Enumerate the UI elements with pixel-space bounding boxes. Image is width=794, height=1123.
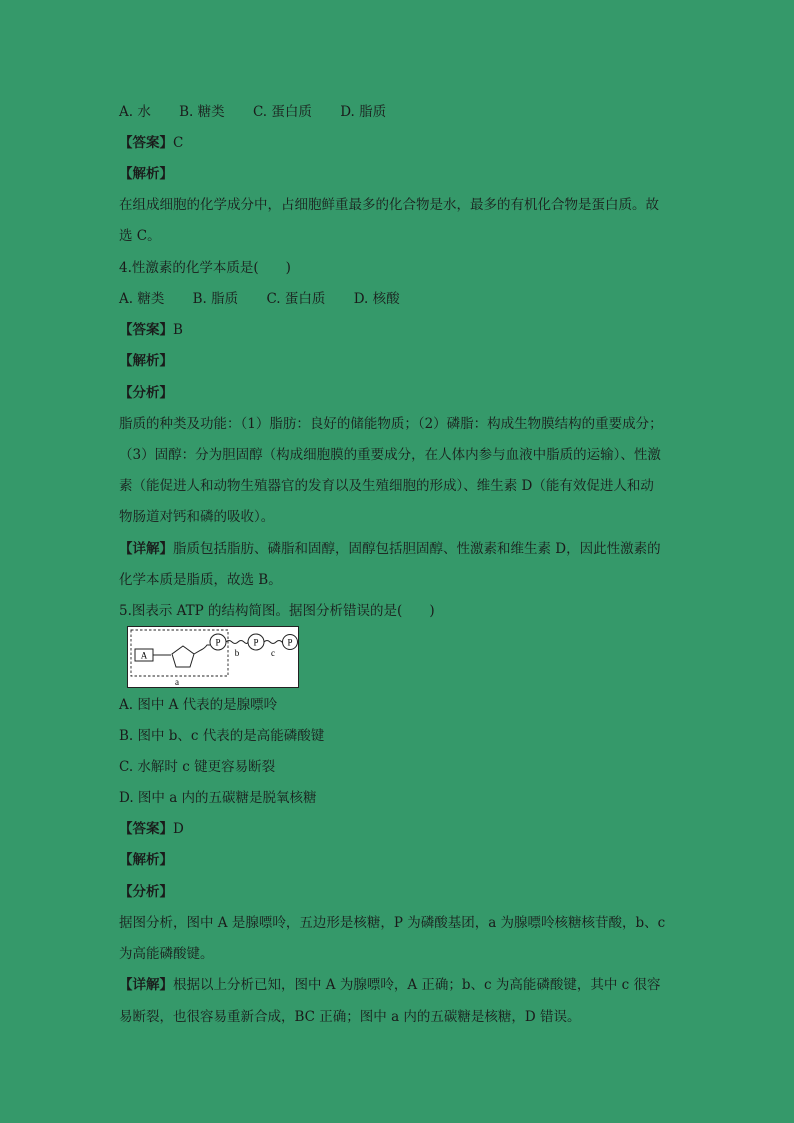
q3-analysis-tag: 【解析】 [119, 166, 173, 182]
label-b: b [234, 648, 240, 658]
q5-option-b: B. 图中 b、c 代表的是高能磷酸键 [119, 728, 325, 744]
q5-answer [119, 819, 679, 839]
q3-options [119, 102, 679, 122]
q5-fenxi-line-1: 据图分析，图中 A 是腺嘌呤，五边形是核糖，P 为磷酸基团，a 为腺嘌呤核糖核苷酸，b、c [119, 915, 666, 931]
q4-option-c: C. 蛋白质 [266, 291, 326, 307]
label-P: P [215, 637, 221, 648]
q4-xiangjie-line-2: 化学本质是脂质，故选 B。 [119, 572, 282, 588]
q5-analysis-tag: 【解析】 [119, 852, 173, 868]
q3-answer [119, 133, 679, 153]
q3-option-c: C. 蛋白质 [252, 104, 312, 120]
q4-stem: 4.性激素的化学本质是( ) [119, 260, 291, 276]
q3-option-b: B. 糖类 [179, 104, 225, 120]
atp-structure-diagram [127, 626, 299, 688]
q5-option-d: D. 图中 a 内的五碳糖是脱氧核糖 [119, 790, 317, 806]
answer-value: C [173, 135, 184, 151]
q4-answer [119, 320, 679, 340]
label-P: P [253, 637, 259, 648]
q4-options [119, 289, 679, 309]
q5-xiangjie-line-2: 易断裂，也很容易重新合成，BC 正确；图中 a 内的五碳糖是核糖，D 错误。 [119, 1009, 581, 1025]
xiangjie-text: 根据以上分析已知，图中 A 为腺嘌呤，A 正确；b、c 为高能磷酸键，其中 c 很容 [173, 977, 661, 993]
q3-option-a: A. 水 [119, 104, 151, 120]
label-c: c [271, 648, 275, 658]
xiangjie-tag: 【详解】 [119, 977, 173, 993]
q4-option-d: D. 核酸 [353, 291, 400, 307]
q5-fenxi-tag: 【分析】 [119, 884, 173, 900]
label-a: a [175, 677, 179, 687]
q4-fenxi-line-4: 物肠道对钙和磷的吸收）。 [119, 509, 275, 525]
q5-fenxi-line-2: 为高能磷酸键。 [119, 946, 214, 962]
q4-fenxi-line-3: 素（能促进人和动物生殖器官的发育以及生殖细胞的形成）、维生素 D（能有效促进人和动 [119, 478, 654, 494]
label-A: A [140, 650, 148, 661]
q3-option-d: D. 脂质 [340, 104, 387, 120]
answer-tag: 【答案】 [119, 821, 173, 837]
label-P: P [287, 637, 293, 648]
q3-explanation-line-1: 在组成细胞的化学成分中，占细胞鲜重最多的化合物是水，最多的有机化合物是蛋白质。故 [119, 197, 659, 213]
q5-option-c: C. 水解时 c 键更容易断裂 [119, 759, 276, 775]
q4-fenxi-line-1: 脂质的种类及功能：（1）脂肪：良好的储能物质；（2）磷脂：构成生物膜结构的重要成分； [119, 416, 663, 432]
answer-tag: 【答案】 [119, 135, 173, 151]
answer-value: B [173, 322, 183, 338]
q4-analysis-tag: 【解析】 [119, 353, 173, 369]
q3-explanation-line-2: 选 C。 [119, 228, 161, 244]
q4-option-a: A. 糖类 [119, 291, 165, 307]
q4-option-b: B. 脂质 [192, 291, 239, 307]
xiangjie-tag: 【详解】 [119, 541, 173, 557]
q4-fenxi-tag: 【分析】 [119, 385, 173, 401]
q5-stem: 5.图表示 ATP 的结构简图。据图分析错误的是( ) [119, 603, 435, 619]
answer-value: D [173, 821, 184, 837]
q5-option-a: A. 图中 A 代表的是腺嘌呤 [119, 697, 278, 713]
answer-tag: 【答案】 [119, 322, 173, 338]
xiangjie-text: 脂质包括脂肪、磷脂和固醇，固醇包括胆固醇、性激素和维生素 D，因此性激素的 [173, 541, 661, 557]
q4-xiangjie-line-1 [119, 539, 679, 559]
q4-fenxi-line-2: （3）固醇：分为胆固醇（构成细胞膜的重要成分，在人体内参与血液中脂质的运输）、性激 [119, 447, 661, 463]
q5-xiangjie-line-1 [119, 975, 679, 995]
